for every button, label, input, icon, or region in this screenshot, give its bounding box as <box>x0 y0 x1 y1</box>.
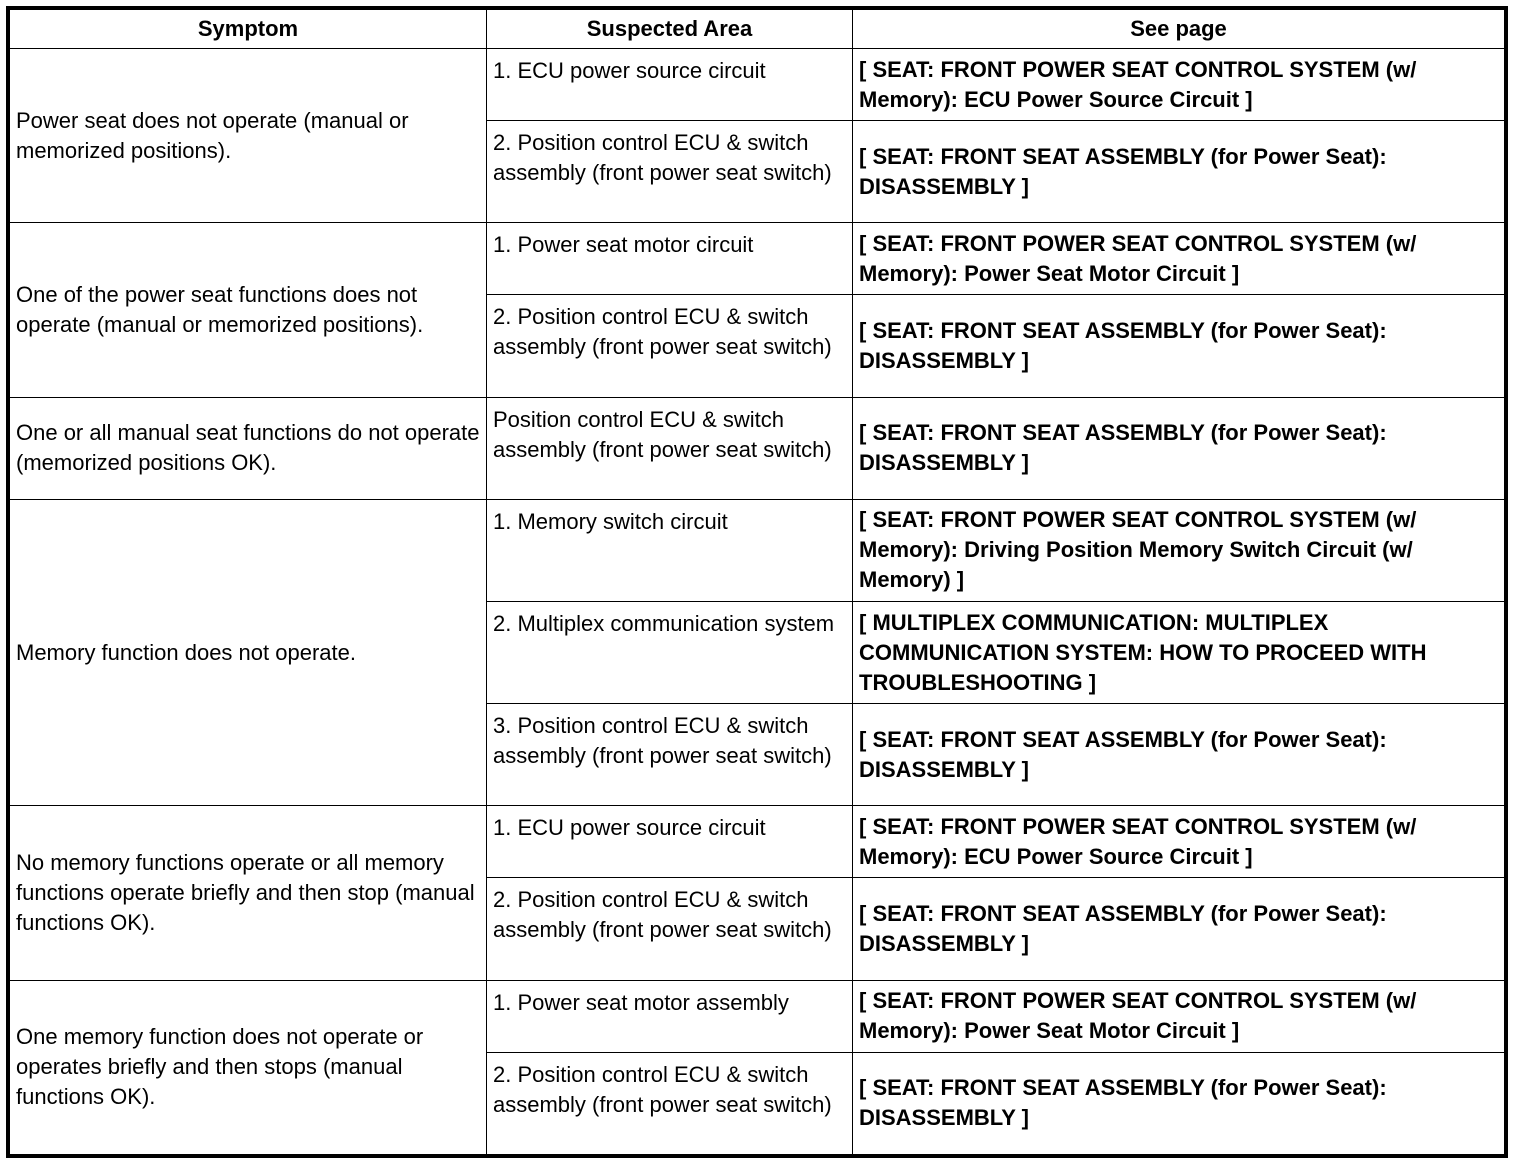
see-page-link[interactable]: [ SEAT: FRONT POWER SEAT CONTROL SYSTEM (w/ Memory): Power Seat Motor Circuit ] <box>853 980 1505 1052</box>
suspected-area-cell: Position control ECU & switch assembly (front power seat switch) <box>487 397 853 499</box>
troubleshooting-table <box>9 9 1505 1155</box>
symptom-cell: No memory functions operate or all memory functions operate briefly and then stop (manual functions OK). <box>10 806 487 980</box>
table-row <box>10 806 1505 878</box>
header-suspected-area: Suspected Area <box>487 10 853 49</box>
see-page-link[interactable]: [ SEAT: FRONT SEAT ASSEMBLY (for Power Seat): DISASSEMBLY ] <box>853 295 1505 397</box>
table-row <box>10 499 1505 601</box>
table-body <box>10 49 1505 1155</box>
header-symptom: Symptom <box>10 10 487 49</box>
see-page-link[interactable]: [ SEAT: FRONT SEAT ASSEMBLY (for Power Seat): DISASSEMBLY ] <box>853 1052 1505 1154</box>
see-page-link[interactable]: [ SEAT: FRONT POWER SEAT CONTROL SYSTEM (w/ Memory): ECU Power Source Circuit ] <box>853 49 1505 121</box>
suspected-area-cell: 1. ECU power source circuit <box>487 49 853 121</box>
see-page-link[interactable]: [ SEAT: FRONT SEAT ASSEMBLY (for Power Seat): DISASSEMBLY ] <box>853 397 1505 499</box>
symptom-cell: Power seat does not operate (manual or memorized positions). <box>10 49 487 223</box>
see-page-link[interactable]: [ SEAT: FRONT POWER SEAT CONTROL SYSTEM (w/ Memory): Power Seat Motor Circuit ] <box>853 223 1505 295</box>
see-page-link[interactable]: [ SEAT: FRONT SEAT ASSEMBLY (for Power Seat): DISASSEMBLY ] <box>853 704 1505 806</box>
suspected-area-cell: 2. Position control ECU & switch assembly (front power seat switch) <box>487 121 853 223</box>
symptom-cell: One memory function does not operate or operates briefly and then stops (manual functions OK). <box>10 980 487 1154</box>
suspected-area-cell: 1. Memory switch circuit <box>487 499 853 601</box>
see-page-link[interactable]: [ SEAT: FRONT POWER SEAT CONTROL SYSTEM (w/ Memory): ECU Power Source Circuit ] <box>853 806 1505 878</box>
troubleshooting-table-container <box>6 6 1508 1158</box>
suspected-area-cell: 2. Multiplex communication system <box>487 601 853 703</box>
table-row <box>10 397 1505 499</box>
symptom-cell: Memory function does not operate. <box>10 499 487 806</box>
table-row <box>10 49 1505 121</box>
symptom-cell: One or all manual seat functions do not operate (memorized positions OK). <box>10 397 487 499</box>
see-page-link[interactable]: [ MULTIPLEX COMMUNICATION: MULTIPLEX COMMUNICATION SYSTEM: HOW TO PROCEED WITH TROUBLESHOOTING ] <box>853 601 1505 703</box>
suspected-area-cell: 3. Position control ECU & switch assembly (front power seat switch) <box>487 704 853 806</box>
suspected-area-cell: 1. Power seat motor circuit <box>487 223 853 295</box>
suspected-area-cell: 1. Power seat motor assembly <box>487 980 853 1052</box>
see-page-link[interactable]: [ SEAT: FRONT SEAT ASSEMBLY (for Power Seat): DISASSEMBLY ] <box>853 121 1505 223</box>
header-row <box>10 10 1505 49</box>
suspected-area-cell: 2. Position control ECU & switch assembly (front power seat switch) <box>487 1052 853 1154</box>
suspected-area-cell: 1. ECU power source circuit <box>487 806 853 878</box>
table-row <box>10 223 1505 295</box>
suspected-area-cell: 2. Position control ECU & switch assembly (front power seat switch) <box>487 878 853 980</box>
see-page-link[interactable]: [ SEAT: FRONT SEAT ASSEMBLY (for Power Seat): DISASSEMBLY ] <box>853 878 1505 980</box>
see-page-link[interactable]: [ SEAT: FRONT POWER SEAT CONTROL SYSTEM (w/ Memory): Driving Position Memory Switch Circuit (w/ Memory) ] <box>853 499 1505 601</box>
suspected-area-cell: 2. Position control ECU & switch assembly (front power seat switch) <box>487 295 853 397</box>
header-see-page: See page <box>853 10 1505 49</box>
table-row <box>10 980 1505 1052</box>
symptom-cell: One of the power seat functions does not operate (manual or memorized positions). <box>10 223 487 397</box>
